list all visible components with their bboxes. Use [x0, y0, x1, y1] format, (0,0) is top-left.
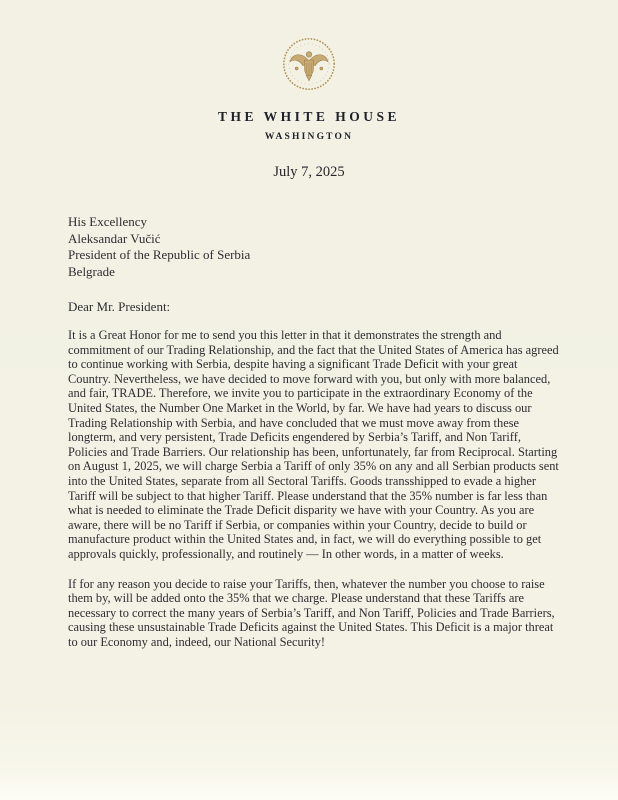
- letter-content: [68, 214, 560, 649]
- letterhead: [0, 0, 618, 142]
- presidential-seal-icon: [281, 36, 337, 92]
- letterhead-title: THE WHITE HOUSE: [217, 109, 401, 124]
- recipient-address: [68, 214, 560, 280]
- recipient-honorific: His Excellency: [68, 214, 148, 229]
- recipient-title: President of the Republic of Serbia: [68, 247, 251, 262]
- body-paragraph-2: If for any reason you decide to raise your Tariffs, then, whatever the number you choose to raise them by, will be added onto the 35% that we charge. Please understand that these Tariffs are necessary to correct the many years of Serbia’s Tariff, and Non Tariff, Policies and Trade Barriers, causing these unsustainable Trade Deficits against the United States. This Deficit is a major threat to our Economy and, indeed, our National Security!: [68, 576, 555, 649]
- recipient-name: Aleksandar Vučić: [68, 230, 161, 246]
- salutation: Dear Mr. President:: [68, 299, 171, 314]
- letter-date: July 7, 2025: [273, 164, 345, 180]
- letterhead-subtitle: WASHINGTON: [264, 132, 354, 142]
- body-paragraph-1: It is a Great Honor for me to send you this letter in that it demonstrates the strength and commitment of our Trading Relationship, and the fact that the United States of America has agreed to continue working with Serbia, despite having a significant Trade Deficit with your great Country. Nevertheless, we have decided to move forward with you, but only with more balanced, and fair, TRADE. Therefore, we invite you to participate in the extraordinary Economy of the United States, the Number One Market in the World, by far. We have had years to discuss our Trading Relationship with Serbia, and have concluded that we must move away from these longterm, and very persistent, Trade Deficits engendered by Serbia’s Tariff, and Non Tariff, Policies and Trade Barriers. Our relationship has been, unfortunately, far from Reciprocal. Starting on August 1, 2025, we will charge Serbia a Tariff of only 35% on any and all Serbian products sent into the United States, separate from all Sectoral Tariffs. Goods transshipped to evade a higher Tariff will be subject to that higher Tariff. Please understand that the 35% number is far less than what is needed to eliminate the Trade Deficit disparity we have with your Country. As you are aware, there will be no Tariff if Serbia, or companies within your Country, decide to build or manufacture product within the United States and, in fact, we will do everything possible to get approvals quickly, professionally, and routinely — In other words, in a matter of weeks.: [68, 328, 559, 561]
- recipient-city: Belgrade: [68, 263, 115, 279]
